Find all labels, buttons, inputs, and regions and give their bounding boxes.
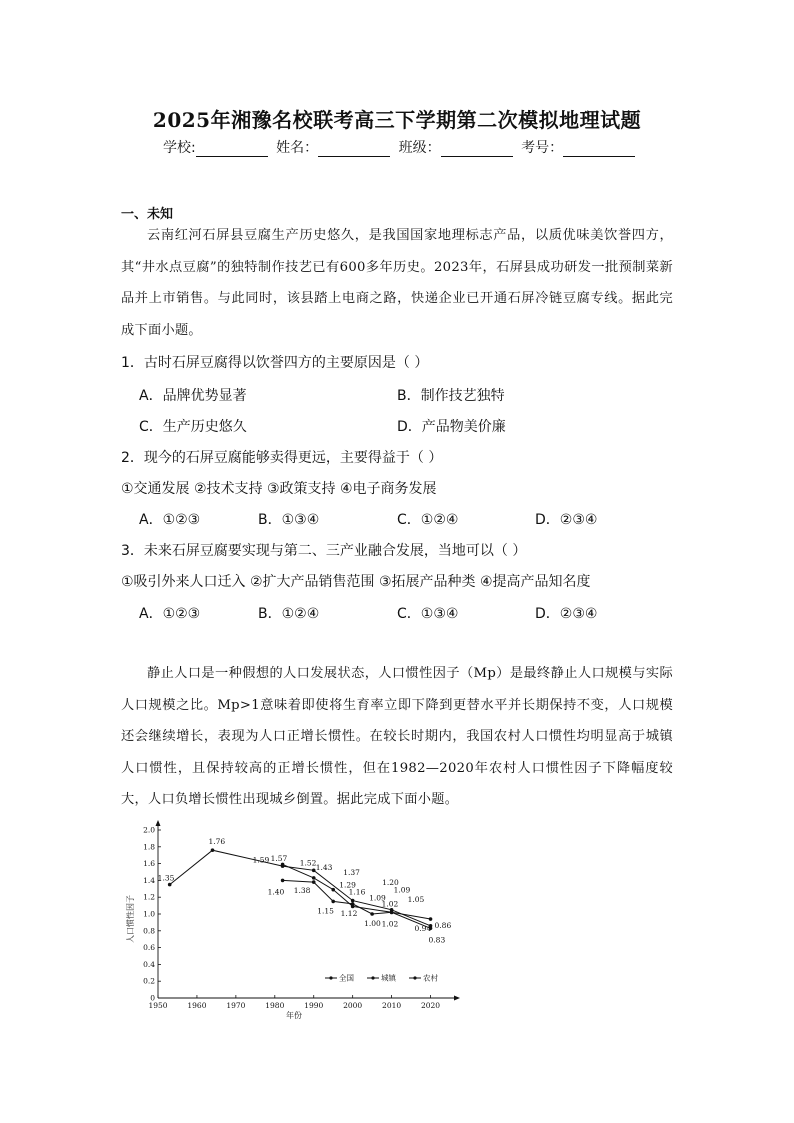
q2-option-d[interactable]: D．②③④ (535, 512, 598, 528)
question-3-stem: 3．未来石屏豆腐要实现与第二、三产业融合发展，当地可以（ ） (121, 543, 527, 559)
data-label: 1.15 (317, 906, 334, 916)
x-tick-label: 1950 (148, 1001, 168, 1010)
question-1-stem: 1．古时石屏豆腐得以饮誉四方的主要原因是（ ） (121, 355, 429, 371)
data-point (312, 880, 316, 884)
population-inertia-chart (120, 818, 470, 1023)
q3-option-b[interactable]: B．①②④ (258, 606, 320, 622)
x-tick-label: 1980 (265, 1001, 285, 1010)
x-tick-label: 1990 (304, 1001, 324, 1010)
legend-marker (371, 976, 374, 979)
x-axis-arrow (454, 996, 460, 1001)
question-3-items: ①吸引外来人口迁入 ②扩大产品销售范围 ③拓展产品种类 ④提高产品知名度 (121, 574, 591, 590)
data-point (351, 905, 355, 909)
data-label: 1.37 (343, 867, 360, 877)
y-tick-label: 0 (150, 993, 155, 1003)
y-tick-label: 1.6 (143, 859, 155, 869)
q2-option-a[interactable]: A．①②③ (139, 512, 201, 528)
data-point (281, 879, 285, 883)
x-tick-label: 2020 (420, 1001, 441, 1010)
q3-option-a[interactable]: A．①②③ (139, 606, 201, 622)
data-label: 1.09 (393, 885, 411, 895)
q1-option-d[interactable]: D．产品物美价廉 (397, 419, 506, 435)
q2-option-b[interactable]: B．①③④ (258, 512, 320, 528)
page-title: 2025年湘豫名校联考高三下学期第二次模拟地理试题 (152, 108, 642, 132)
data-label: 0.83 (428, 935, 446, 945)
legend-label: 农村 (423, 973, 438, 983)
x-tick-label: 1960 (187, 1001, 207, 1010)
data-point (390, 911, 394, 915)
data-label: 1.59 (252, 855, 270, 865)
data-label: 1.02 (381, 899, 399, 909)
y-tick-label: 2.0 (143, 825, 155, 835)
data-point (312, 876, 316, 880)
q1-option-b[interactable]: B．制作技艺独特 (397, 388, 505, 404)
legend-label: 城镇 (381, 973, 396, 983)
data-label: 0.94 (414, 924, 432, 934)
data-label: 1.16 (348, 887, 366, 897)
student-info-line (163, 137, 639, 157)
y-tick-label: 0.2 (143, 976, 155, 986)
y-tick-label: 1.2 (143, 892, 155, 902)
x-tick-label: 1970 (226, 1001, 246, 1010)
school-label: 学校: (163, 140, 196, 156)
data-point (351, 899, 355, 903)
id-field[interactable] (563, 142, 635, 157)
data-label: 1.09 (369, 893, 386, 903)
name-field[interactable] (318, 142, 390, 157)
passage-tofu: 云南红河石屏县豆腐生产历史悠久，是我国国家地理标志产品，以质优味美饮誉四方，其“井水点豆腐”的独特制作技艺已有600多年历史。2023年，石屏县成功研发一批预制菜新品并上市销售。与此同时，该县踏上电商之路，快递企业已开通石屏冷链豆腐专线。据此完成下面小题。 (121, 228, 673, 338)
data-label: 1.52 (299, 858, 317, 868)
q2-option-c[interactable]: C．①②④ (397, 512, 459, 528)
id-label: 考号： (521, 140, 564, 156)
data-point (331, 888, 335, 892)
data-label: 1.76 (208, 837, 226, 847)
y-tick-label: 0.4 (143, 959, 155, 969)
data-label: 1.12 (340, 908, 358, 918)
data-point (281, 863, 285, 867)
data-label: 1.29 (339, 880, 356, 890)
section-heading: 一、未知 (121, 207, 174, 222)
data-label: 1.38 (293, 886, 311, 896)
data-label: 1.20 (382, 878, 399, 888)
data-point (331, 900, 335, 904)
data-label: 1.43 (315, 862, 333, 872)
data-label: 1.00 (364, 919, 381, 928)
y-axis-arrow (156, 820, 161, 826)
data-label: 1.35 (157, 873, 175, 883)
data-label: 1.40 (267, 887, 285, 897)
data-point (211, 848, 215, 852)
question-2-stem: 2．现今的石屏豆腐能够卖得更远，主要得益于（ ） (121, 450, 443, 466)
question-2-items: ①交通发展 ②技术支持 ③政策支持 ④电子商务发展 (121, 481, 437, 497)
x-axis-label: 年份 (286, 1011, 302, 1020)
data-point (429, 917, 433, 921)
legend-marker (329, 976, 332, 979)
y-tick-label: 1.0 (143, 909, 155, 919)
legend-marker (413, 976, 416, 979)
y-tick-label: 1.4 (143, 875, 155, 885)
y-tick-label: 0.6 (143, 943, 155, 953)
y-tick-label: 0.8 (143, 926, 155, 936)
data-point (370, 912, 374, 916)
data-label: 1.02 (381, 919, 399, 929)
data-label: 1.05 (407, 894, 425, 904)
q3-option-c[interactable]: C．①③④ (397, 606, 459, 622)
legend-label: 全国 (339, 973, 354, 983)
name-label: 姓名： (276, 140, 319, 156)
y-axis-label: 人口惯性因子 (126, 895, 135, 943)
data-label: 1.57 (270, 854, 288, 864)
y-tick-label: 1.8 (143, 842, 155, 852)
class-label: 班级： (398, 140, 441, 156)
data-point (168, 883, 172, 887)
data-label: 0.86 (434, 920, 452, 930)
q3-option-d[interactable]: D．②③④ (535, 606, 598, 622)
passage-population-inertia: 静止人口是一种假想的人口发展状态，人口惯性因子（Mp）是最终静止人口规模与实际人口规模之比。Mp>1意味着即使将生育率立即下降到更替水平并长期保持不变，人口规模还会继续增长，表现为人口正增长惯性。在较长时期内，我国农村人口惯性均明显高于城镇人口惯性，且保持较高的正增长惯性，但在1982—2020年农村人口惯性因子下降幅度较大，人口负增长惯性出现城乡倒置。据此完成下面小题。 (121, 666, 673, 807)
class-field[interactable] (441, 142, 513, 157)
x-tick-label: 2010 (382, 1001, 402, 1010)
q1-option-a[interactable]: A．品牌优势显著 (139, 388, 247, 404)
school-field[interactable] (196, 142, 268, 157)
q1-option-c[interactable]: C．生产历史悠久 (139, 419, 247, 435)
x-tick-label: 2000 (343, 1001, 363, 1010)
